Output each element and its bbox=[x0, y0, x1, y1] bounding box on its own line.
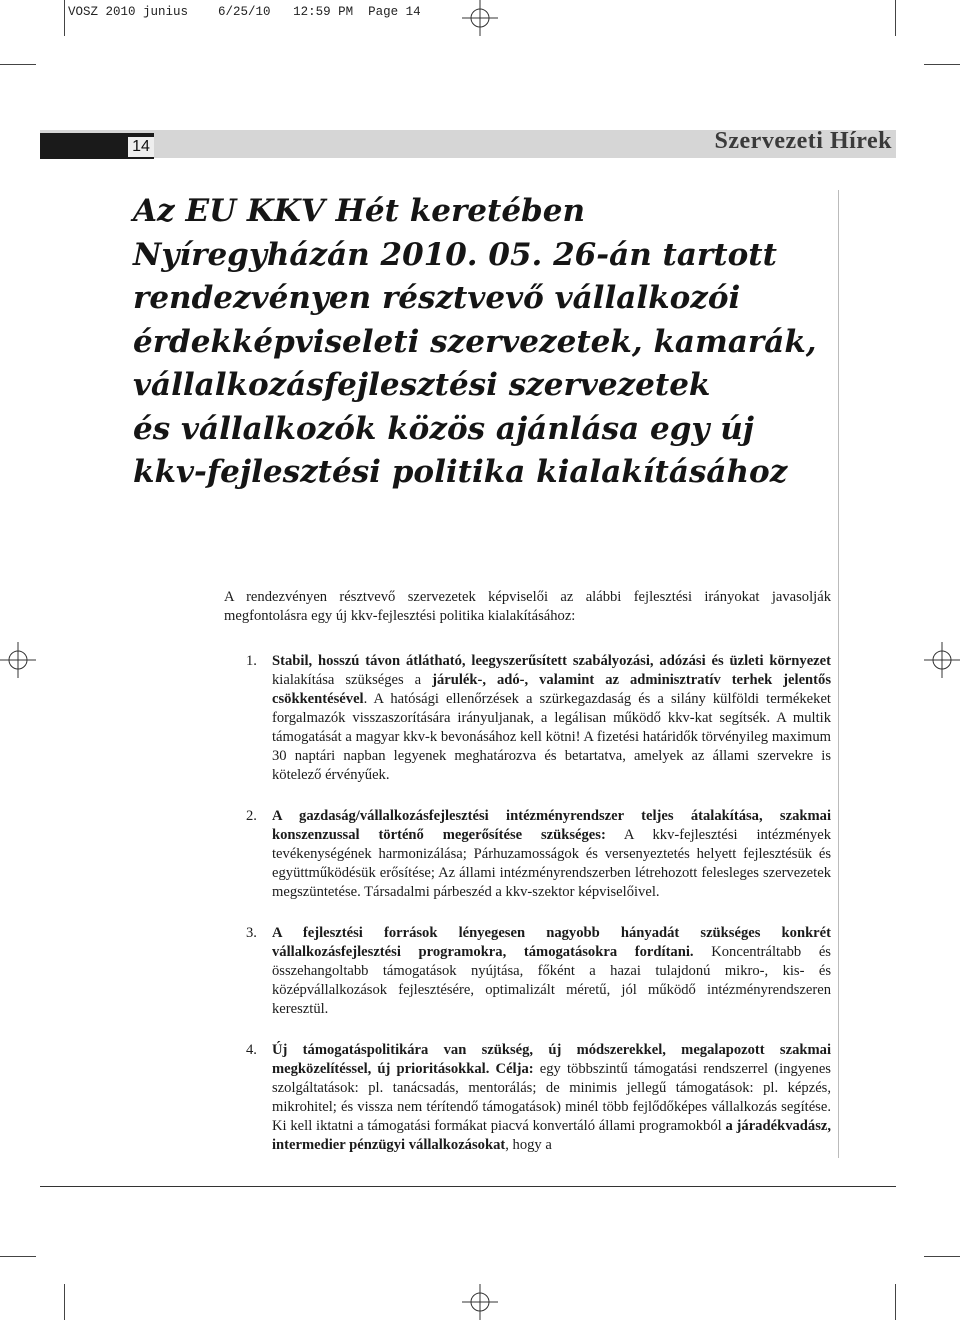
print-slug bbox=[68, 5, 421, 19]
headline-line: kkv-fejlesztési politika kialakításához bbox=[133, 454, 788, 490]
crop-mark bbox=[0, 1256, 36, 1257]
crop-mark bbox=[64, 0, 65, 36]
crop-mark bbox=[924, 64, 960, 65]
crop-mark bbox=[0, 64, 36, 65]
item-number: 4. bbox=[246, 1042, 257, 1058]
item-number: 1. bbox=[246, 653, 257, 669]
slug-time: 12:59 PM bbox=[293, 5, 354, 19]
item-bold-text: járulék-, adó-, valamint az adminisztratív terhek jelentős csökkentésével bbox=[272, 672, 831, 707]
registration-mark-icon bbox=[924, 642, 960, 678]
crop-mark bbox=[895, 0, 896, 36]
item-text: , hogy a bbox=[505, 1137, 552, 1153]
intro-paragraph: A rendezvényen résztvevő szervezetek képviselői az alábbi fejlesztési irányokat javasolják megfontolásra egy új kkv-fejlesztési politika kialakításához: bbox=[224, 589, 831, 624]
headline-line: Nyíregyházán 2010. 05. 26-án tartott bbox=[133, 236, 777, 273]
registration-mark-icon bbox=[462, 0, 498, 36]
headline bbox=[133, 190, 833, 495]
scanned-document bbox=[208, 578, 839, 1158]
item-number: 3. bbox=[246, 925, 257, 941]
page-number: 14 bbox=[128, 137, 154, 157]
slug-file: VOSZ 2010 junius bbox=[68, 5, 189, 19]
item-bold-lead: Új támogatáspolitikára van szükség, új módszerekkel, megalapozott szakmai megközelítéssel, új prioritásokkal. Célja: bbox=[272, 1042, 831, 1077]
list-item bbox=[246, 924, 831, 1019]
headline-line: vállalkozásfejlesztési szervezetek bbox=[133, 367, 711, 403]
item-text: Koncentráltabb és összehangoltabb támogatások nyújtása, főként a hazai tulajdonú mikro-, kis- és középvállalkozások fejlesztésére, optimalizált méretű, jól működő intézményrendszeren keresztül. bbox=[272, 944, 831, 1017]
item-bold-lead: A gazdaság/vállalkozásfejlesztési intézményrendszer teljes átalakítása, szakmai konszenzussal történő megerősítése szükséges: bbox=[272, 808, 831, 843]
list-item bbox=[246, 807, 831, 902]
recommendation-list bbox=[208, 652, 839, 1155]
crop-mark bbox=[64, 1284, 65, 1320]
item-bold-text: a járadékvadász, intermedier pénzügyi vállalkozásokat bbox=[272, 1118, 832, 1153]
headline-line: rendezvényen résztvevő vállalkozói bbox=[133, 280, 741, 316]
slug-page: Page 14 bbox=[368, 5, 421, 19]
registration-mark-icon bbox=[462, 1284, 498, 1320]
section-title: Szervezeti Hírek bbox=[714, 128, 892, 154]
crop-mark bbox=[895, 1284, 896, 1320]
item-text: kialakítása szükséges a bbox=[272, 672, 433, 688]
item-text: egy többszintű támogatási rendszerrel (ingyenes szolgáltatások: pl. tanácsadás, mentorálás; de minimis jellegű támogatások: pl. képzés, mikrohitel; és vissza nem térítendő támogatások) minél több fejlődőképes vállalkozás segítése. Ki kell iktatni a támogatási formákat piacvá konvertáló állami programokból bbox=[272, 1061, 831, 1134]
list-item bbox=[246, 652, 831, 785]
item-bold-lead: A fejlesztési források lényegesen nagyobb hányadát szükséges konkrét vállalkozásfejlesztési programokra, támogatásokra fordítani. bbox=[272, 925, 831, 960]
item-text: A kkv-fejlesztési intézmények tevékenységének harmonizálása; Párhuzamosságok és versenyeztetés helyett fejlesztésük és együttműködésük erősítése; Az állami intézményrendszerben létrehozott felesleges szervezetek megszüntetése. Társadalmi párbeszéd a kkv-szektor képviselőivel. bbox=[272, 827, 831, 900]
item-bold-lead: Stabil, hosszú távon átlátható, leegyszerűsített szabályozási, adózási és üzleti környezet bbox=[272, 653, 831, 669]
headline-line: Az EU KKV Hét keretében bbox=[133, 193, 585, 229]
slug-date: 6/25/10 bbox=[218, 5, 271, 19]
item-number: 2. bbox=[246, 808, 257, 824]
bottom-rule bbox=[40, 1186, 896, 1187]
headline-line: érdekképviseleti szervezetek, kamarák, bbox=[133, 323, 817, 360]
crop-mark bbox=[924, 1256, 960, 1257]
item-text: . A hatósági ellenőrzések a szürkegazdaság és a silány külföldi termékeket forgalmazók visszaszorítására irányuljanak, a legálisan működő kkv-kat segítsék. A multik támogatását a magyar kkv-k bevonásához kell kötni! A fizetési határidők törvényileg maximum 30 naptári napban legyenek meghatározva és betartatva, amelyek az állami szervekre is kötelező érvényűek. bbox=[272, 691, 831, 783]
registration-mark-icon bbox=[0, 642, 36, 678]
headline-line: és vállalkozók közös ajánlása egy új bbox=[133, 410, 754, 447]
list-item bbox=[246, 1041, 832, 1155]
